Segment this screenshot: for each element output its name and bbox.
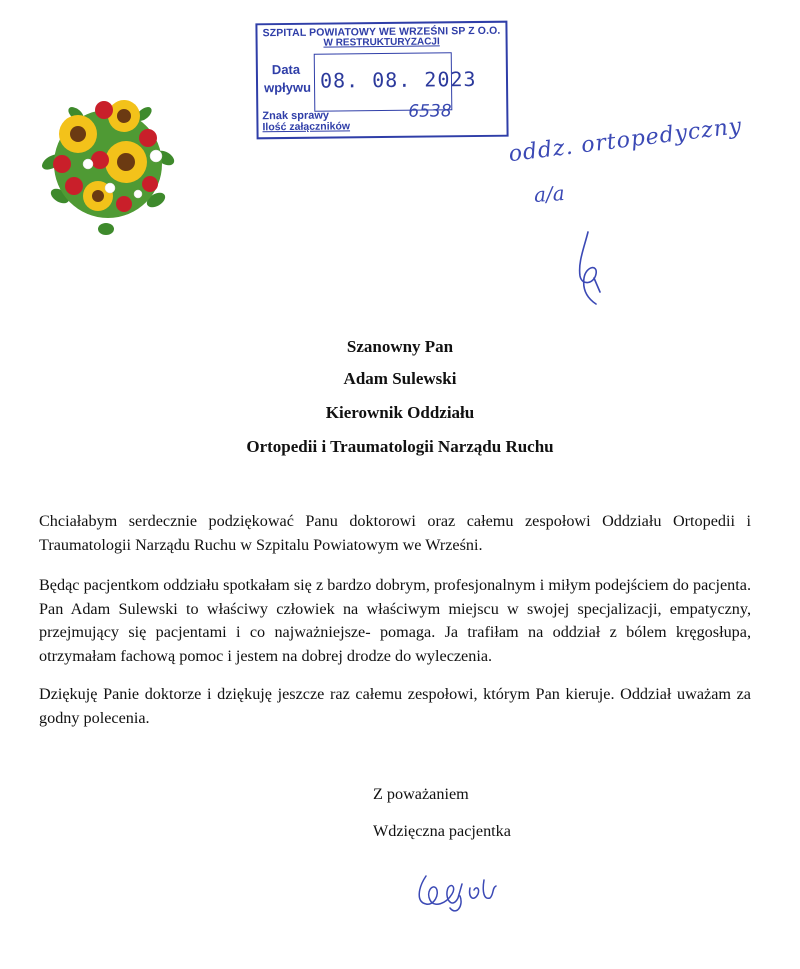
stamp-received-date: 08. 08. 2023 — [319, 67, 477, 93]
addressee-department: Ortopedii i Traumatologii Narządu Ruchu — [246, 437, 554, 456]
stamp-attachments-label: Ilość załączników — [262, 120, 351, 134]
addressee-name: Adam Sulewski — [343, 369, 457, 388]
stamp-date-label: Data — [271, 61, 301, 78]
body-paragraph: Dziękuję Panie doktorze i dziękuję jeszcze raz całemu zespołowi, którym Pan kieruje. Oddział uważam za godny polecenia. — [39, 685, 751, 727]
closing-signoff: Wdzięczna pacjentka — [373, 822, 511, 840]
closing-regards: Z poważaniem — [373, 785, 469, 803]
handwritten-signature — [412, 858, 512, 918]
addressee-salutation: Szanowny Pan — [346, 337, 454, 356]
stamp-restructuring-note: W RESTRUKTURYZACJI — [323, 36, 440, 49]
incoming-document-stamp — [255, 21, 508, 140]
stamp-case-number-label: Znak sprawy — [262, 109, 330, 123]
body-paragraph: Chciałabym serdecznie podziękować Panu doktorowi oraz całemu zespołowi Oddziału Ortopedii i Traumatologii Narządu Ruchu w Szpitalu Powiatowym we Wrześni. — [39, 512, 751, 554]
stamp-handwritten-number: 6538 — [408, 101, 452, 122]
body-paragraph: Będąc pacjentkom oddziału spotkałam się z bardzo dobrym, profesjonalnym i miłym podejściem do pacjenta. Pan Adam Sulewski to właściwy człowiek na właściwym miejscu w swojej specjalizacji, empatyczny, przejmujący się pacjentami i co najważniejsze- pomaga. Ja trafiłam na oddział z bólem kręgosłupa, otrzymałam fachową pomoc i jestem na dobrej drodze do wyleczenia. — [39, 576, 751, 665]
stamp-hospital-name: SZPITAL POWIATOWY WE WRZEŚNI SP Z O.O. — [262, 24, 501, 40]
flower-bouquet-illustration — [40, 92, 175, 237]
handwritten-department-note: oddz. ortopedyczny — [507, 113, 744, 168]
handwritten-initials — [570, 228, 610, 308]
stamp-receipt-label: wpływu — [263, 79, 312, 96]
handwritten-file-note: a/a — [533, 180, 566, 208]
addressee-position: Kierownik Oddziału — [325, 403, 475, 422]
